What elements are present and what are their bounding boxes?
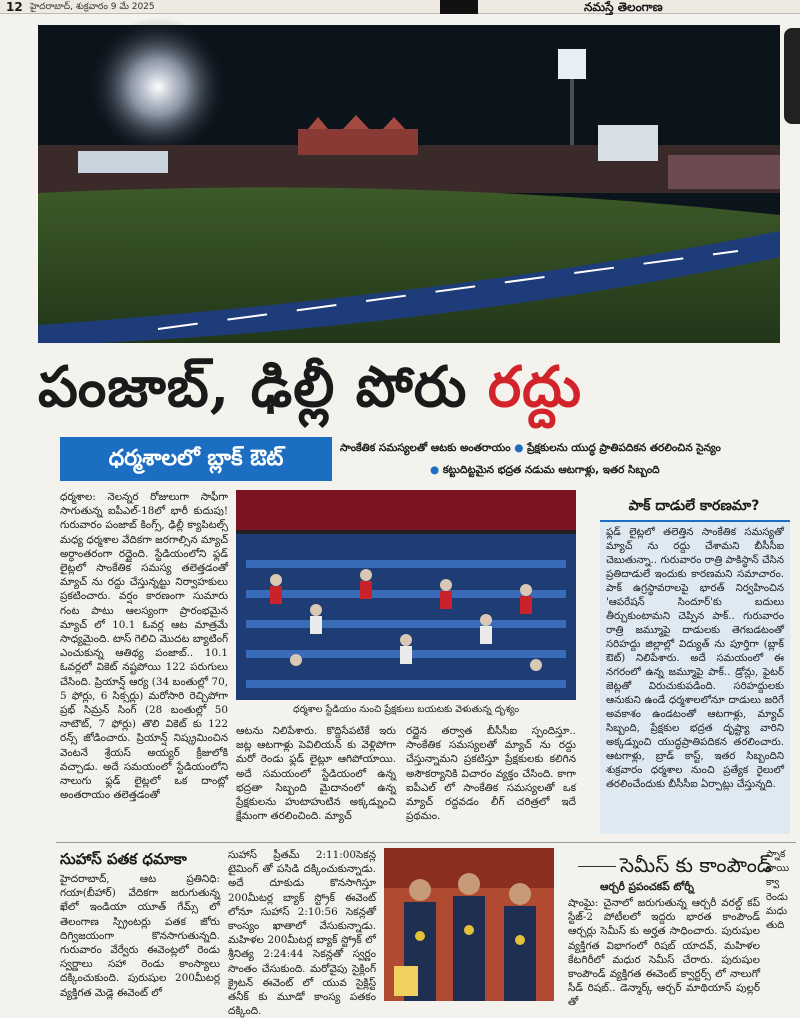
story2-title: సుహాస్ పతక ధమాకా	[60, 850, 187, 868]
story2-column-1: హైదరాబాద్, ఆట ప్రతినిధి: గయా(బీహార్) వేదికగా జరుగుతున్న ఖేలో ఇండియా యూత్ గేమ్స్ లో తెలంగాణ స్ప్రింటర్లు పతక జోరు దిగ్విజయంగా కొనసాగుతున్నది. గురువారం వేర్వేరు ఈవెంట్లలో రెండు స్వర్ణాలు సహా రెండు కాంస్యాలు దక్కించుకుంది. పురుషుల 200మీటర్ల వ్యక్తిగత మెడ్లె ఈవెంట్ లో	[60, 873, 220, 999]
story-column-1: ధర్మశాల: నెలన్నర రోజులుగా సాఫీగా సాగుతున్న ఐపీఎల్-18లో భారీ కుదుపు! గురువారం పంజాబ్ కింగ్స్, ఢిల్లీ క్యాపిటల్స్ మధ్య ధర్మశాల వేదికగా జరగాల్సిన మ్యాచ్ అర్ధాంతరంగా రద్దైంది. స్టేడియంలోని ఫ్లడ్ లైట్లలో సాంకేతిక సమస్య తలెత్తడంతో మ్యాచ్ ను రద్దు చేస్తున్నట్టు నిర్వాహకులు ప్రకటించారు. వర్షం కారణంగా సుమారు గంట పాటు ఆలస్యంగా ప్రారంభమైన మ్యాచ్ లో 10.1 ఓవర్ల ఆట మాత్రమే సాధ్యమైంది. టాస్ గెలిచి మొదట బ్యాటింగ్ ఎంచుకున్న ఆతిథ్య పంజాబ్.. 10.1 ఓవర్లలో వికెట్ నష్టపోయి 122 పరుగులు చేసింది. ప్రియాన్ష్ ఆర్య (34 బంతుల్లో 70, 5 ఫోర్లు, 6 సిక్సర్లు) మరోసారి రెచ్చిపోగా ప్రభ్ సిమ్రన్ సింగ్ (28 బంతుల్లో 50 నాటౌట్, 7 ఫోర్లు) తొలి వికెట్ కు 122 రన్స్ జోడించారు. ప్రియాన్ష్ నిష్క్రమించిన వెంటనే శ్రేయస్ అయ్యర్ క్రీజులోకి వచ్చాడు. అదే సమయంలో స్టేడియంలోని నాలుగు ఫ్లడ్ లైట్లలో ఒక దాంట్లో అంతరాయం తలెత్తడంతో	[60, 491, 228, 802]
page-headline	[38, 352, 798, 422]
subhead-2: ప్రేక్షకులను యుద్ధ ప్రాతిపదికన తరలించిన సైన్యం	[527, 442, 721, 454]
section-divider	[56, 842, 796, 843]
crowd-photo-art	[236, 490, 576, 700]
subhead-row-2	[430, 462, 790, 478]
stadium-photo-art	[38, 25, 780, 343]
photo-caption: ధర్మశాల స్టేడియం నుంచి ప్రేక్షకులు బయటకు వెళుతున్న దృశ్యం	[292, 704, 520, 715]
subhead-3: కట్టుదిట్టమైన భద్రత నడుమ ఆటగాళ్లు, ఇతర సిబ్బంది	[442, 464, 660, 476]
story3-column: షాంఘై: చైనాలో జరుగుతున్న ఆర్చరీ వరల్డ్ కప్ స్టేజ్-2 పోటీలలో ఇద్దరు భారత కాంపౌండ్ ఆర్చర్లు సెమీస్ కు అర్హత సాధించారు. పురుషుల వ్యక్తిగత విభాగంలో రిషబ్ యాదవ్, మహిళల కేటగిరీలో మధుర సెమీస్ చేరారు. పురుషుల కాంపౌండ్ వ్యక్తిగత ఈవెంట్ క్వార్టర్స్ లో నాలుగో సీడ్ రిషబ్.. డెన్మార్క్ ఆర్చర్ మాథియాస్ పుల్లర్ తో	[568, 897, 760, 1009]
masthead-title: నమస్తే తెలంగాణ	[584, 0, 663, 14]
sidebar-body: ఫ్లడ్ లైట్లలో తలెత్తిన సాంకేతిక సమస్యతో మ్యాచ్ ను రద్దు చేశామని బీసీసీఐ చెబుతున్నా.. గురువారం రాత్రి పాకిస్థాన్ చేసిన ప్రతిదాడులే ఇందుకు కారణమని సమాచారం. పాక్ ఉగ్రస్థావరాలపై భారత్ నిర్వహించిన 'ఆపరేషన్ సిందూర్'కు బదులు తీర్చుకుంటామని చెప్పిన పాక్.. గురువారం రాత్రి జమ్మూపై దాడులకు తెగబడటంతో సరిహద్దు జిల్లాల్లో విద్యుత్ ను పూర్తిగా (బ్లాక్ ఔట్) నిలిపేశారు. అదే సమయంలో ఈ నగరంలో ఉన్న జమ్మూపై పాక్.. డ్రోన్లు, ఫైటర్ జెట్లతో విరుచుకుపడింది. సరిహద్దులకు ఆనుకుని ఉండే ధర్మశాలలోనూ దాడులు జరిగే అవకాశం ఉండటంతో ఆటగాళ్లు, మ్యాచ్ సిబ్బంది, ప్రేక్షకుల భద్రత దృష్ట్యా వారిని అక్కడ్నుంచి యుద్ధప్రాతిపదికన తరలించారు. ఆటగాళ్లు, బ్రాడ్ కాస్ట్, ఇతర సిబ్బందిని శుక్రవారం ధర్మశాల నుంచి ప్రత్యేక రైలులో తరలించేందుకు బీసీసీఐ ఏర్పాట్లు చేస్తున్నది.	[600, 520, 790, 834]
bullet-icon: ●	[514, 442, 524, 454]
sidebar-title: పాక్ దాడులే కారణమా?	[628, 498, 760, 514]
crowd-leaving-photo	[236, 490, 576, 700]
story-column-3: రద్దైన తర్వాత బీసీసీఐ స్పందిస్తూ.. సాంకేతిక సమస్యలతో మ్యాచ్ ను రద్దు చేస్తున్నామని ప్రకటిస్తూ ప్రేక్షకులకు కలిగిన అసౌకర్యానికి విచారం వ్యక్తం చేసింది. కాగా ఐపీఎల్ లో సాంకేతిక సమస్యలతో ఒక మ్యాచ్ రద్దవడం లీగ్ చరిత్రలో ఇదే ప్రథమం.	[406, 725, 576, 823]
story2-column-2: సుహాస్ ప్రీతమ్ 2:11:00సెకన్ల టైమింగ్ తో పసిడి దక్కించుకున్నాడు. అదే దూకుడు కొనసాగిస్తూ 200మీటర్ల బ్యాక్ స్ట్రోక్ ఈవెంట్ లోనూ సుహాస్ 2:10:56 సెకన్లతో కాంస్యం ఖాతాలో వేసుకున్నాడు. మహిళల 200మీటర్ల బ్యాక్ స్ట్రోక్ లో శ్రీనిత్య 2:24:44 సెకన్లతో స్వర్ణం సొంతం చేసుకుంది. మరోవైపు సైక్లింగ్ క్రైటన్ ఈవెంట్ లో యువ సైక్లిస్ట్ తనీక్ కు మూడో కాంస్య పతకం దక్కింది.	[228, 849, 376, 1018]
top-strip	[0, 0, 800, 14]
story-column-2: ఆటను నిలిపేశారు. కొద్దిసేపటికే ఇరు జట్ల ఆటగాళ్లు పెవిలియన్ కు వెళ్లిపోగా మరో రెండు ఫ్లడ్ లైట్లూ ఆగిపోయాయి. అదే సమయంలో స్టేడియంలో ఉన్న భద్రతా సిబ్బంది మైదానంలో ఉన్న ప్రేక్షకులను హుటాహుటిన అక్కడ్నుంచి క్షేమంగా తరలించింది. మ్యాచ్	[236, 725, 396, 823]
masthead-logo-icon	[440, 0, 478, 14]
subhead-row-1	[340, 440, 790, 456]
date-line: హైదరాబాద్, శుక్రవారం 9 మే 2025	[30, 2, 155, 12]
kicker-banner: ధర్మశాలలో బ్లాక్ ఔట్	[60, 437, 332, 481]
swimmers-photo-art	[384, 848, 554, 1001]
swimmers-medal-photo	[384, 848, 554, 1001]
bullet-icon: ●	[430, 464, 440, 476]
story3-title: సెమీస్ కు కాంపౌండ్	[620, 853, 772, 877]
story3-column-clip: స్నాక పాయి క్వా రెండు మధు తుది	[766, 849, 790, 932]
subhead-1: సాంకేతిక సమస్యలతో ఆటకు అంతరాయం	[340, 442, 511, 454]
headline-accent: రద్దు	[487, 354, 582, 420]
page-number: 12	[6, 0, 23, 14]
stadium-night-photo	[38, 25, 780, 343]
side-tab	[784, 28, 800, 124]
story3-rule	[578, 866, 616, 867]
headline-main: పంజాబ్, ఢిల్లీ పోరు	[38, 354, 488, 420]
story3-subtitle: ఆర్చరీ ప్రపంచకప్ టోర్నీ	[600, 881, 694, 893]
